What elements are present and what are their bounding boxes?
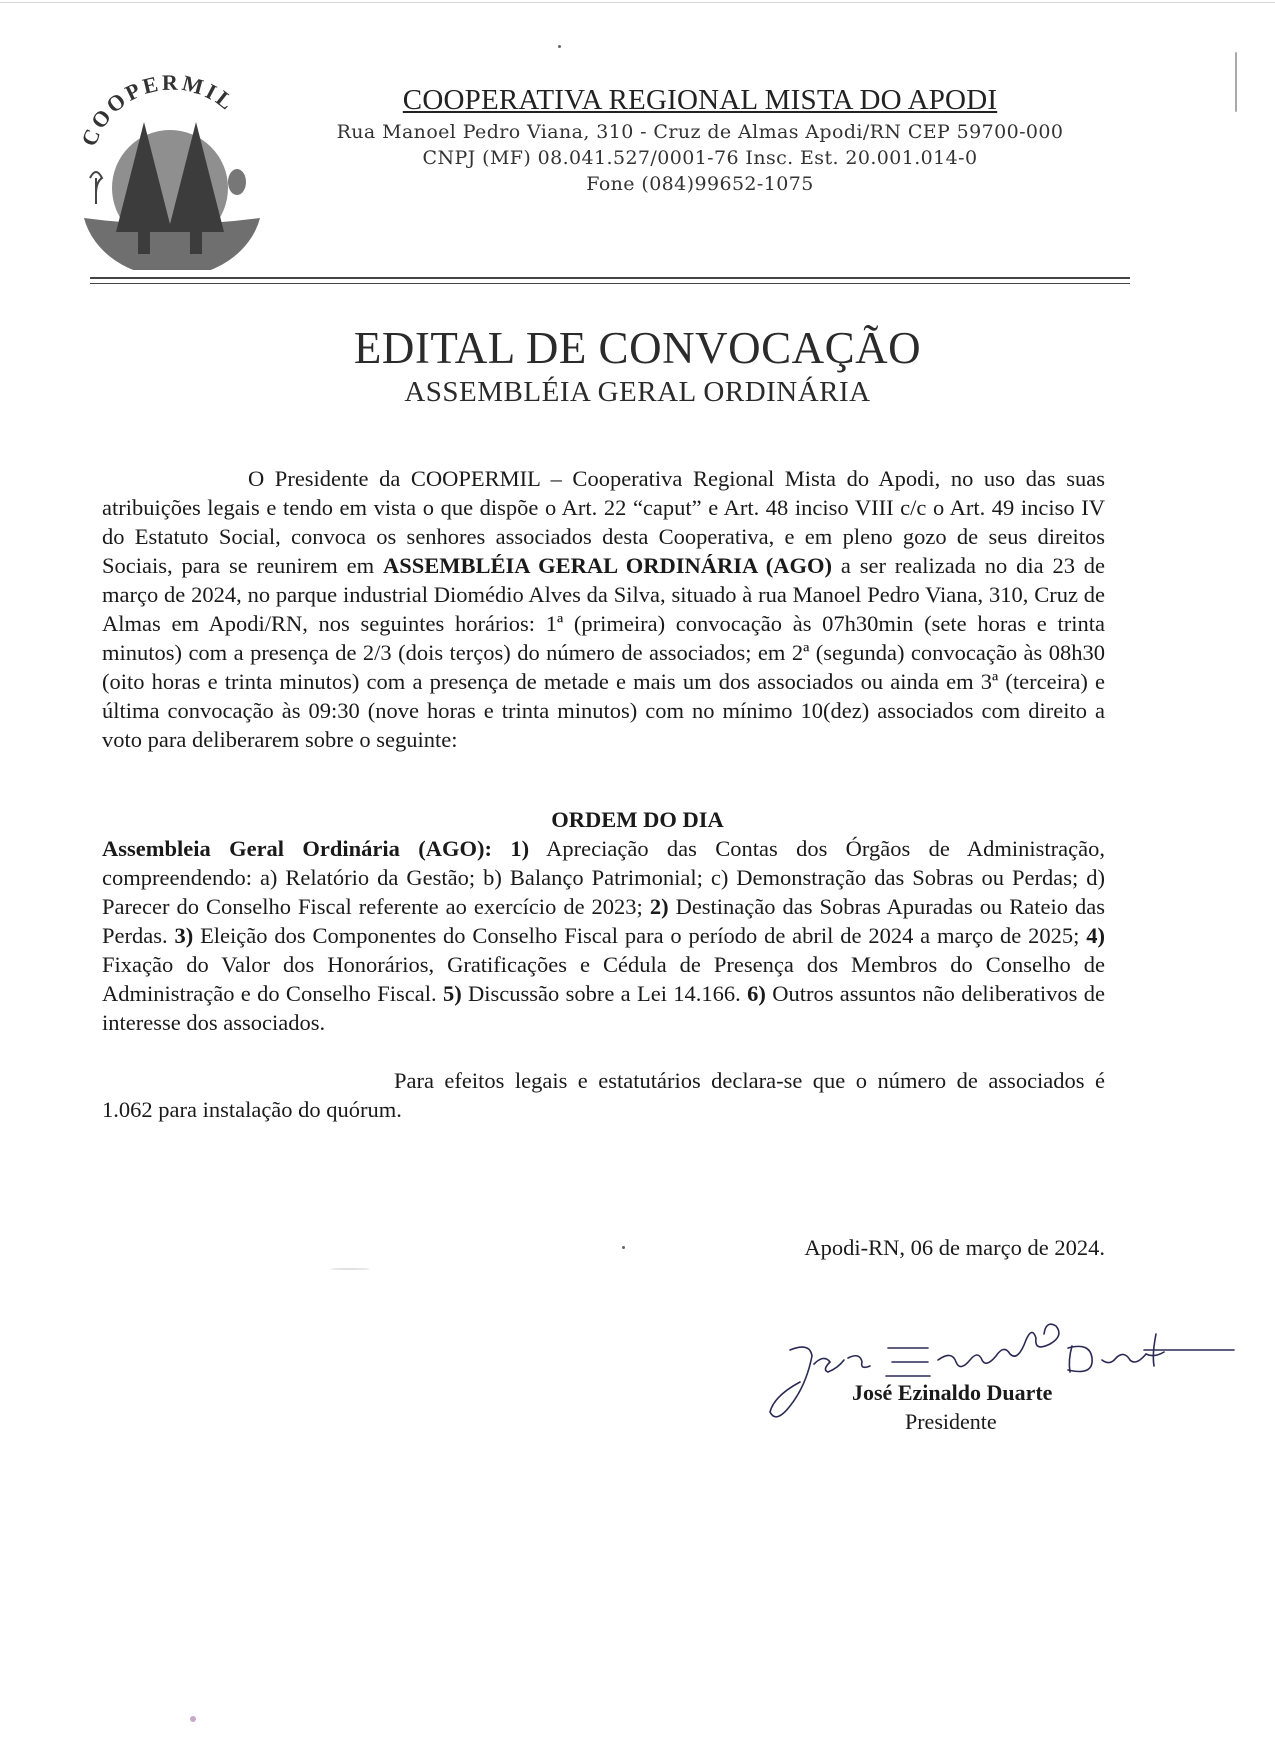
agenda-item-number: 2) [649, 894, 669, 919]
assembly-name: ASSEMBLÉIA GERAL ORDINÁRIA (AGO) [382, 553, 833, 578]
scan-speck [190, 1716, 196, 1722]
agenda-item-text: Destinação das Sobras Apuradas ou Rateio das Perdas. [102, 894, 1105, 948]
scan-speck [622, 1246, 625, 1249]
agenda-lead: Assembleia Geral Ordinária (AGO): [102, 836, 492, 861]
header-rule [90, 277, 1130, 279]
agenda-item-text: Outros assuntos não deliberativos de interesse dos associados. [102, 981, 1105, 1035]
coopermil-logo [72, 70, 272, 270]
agenda-item-number: 5) [442, 981, 462, 1006]
agenda-item-number: 3) [174, 923, 194, 948]
org-address: Rua Manoel Pedro Viana, 310 - Cruz de Almas Apodi/RN CEP 59700-000 [336, 121, 1064, 143]
signer-role: Presidente [905, 1409, 997, 1434]
agenda-item-text: Discussão sobre a Lei 14.166. [461, 981, 748, 1006]
agenda-item-number: 4) [1086, 923, 1105, 948]
agenda-item-number: 6) [747, 981, 766, 1006]
convocation-text-b: a ser realizada no dia 23 de março de 2024, no parque industrial Diomédio Alves da Silva, situado à rua Manoel Pedro Viana, 310, Cruz de Almas em Apodi/RN, nos seguintes horários: 1ª (primeira) convocação às 07h30min (sete horas e trinta minutos) com a presença de 2/3 (dois terços) do número de associados; em 2ª (segunda) convocação às 08h30 (oito horas e trinta minutos) com a presença de metade e mais um dos associados ou ainda em 3ª (terceira) e última convocação às 09:30 (nove horas e trinta minutos) com no mínimo 10(dez) associados com direito a voto para deliberarem sobre o seguinte: [102, 553, 1106, 752]
org-phone: Fone (084)99652-1075 [586, 173, 814, 195]
org-registration-ids: CNPJ (MF) 08.041.527/0001-76 Insc. Est. 20.001.014-0 [422, 147, 978, 169]
header-rule-thin [90, 283, 1130, 284]
agenda-item-text: Fixação do Valor dos Honorários, Gratificações e Cédula de Presença dos Membros do Conselho de Administração e do Conselho Fiscal. [102, 952, 1105, 1006]
convocation-text-a: O Presidente da COOPERMIL – Cooperativa Regional Mista do Apodi, no uso das suas atribuições legais e tendo em vista o que dispõe o Art. 22 “caput” e Art. 48 inciso VIII c/c o Art. 49 inciso IV do Estatuto Social, convoca os senhores associados desta Cooperativa, e em pleno gozo de seus direitos Sociais, para se reunirem em [102, 466, 1105, 578]
quorum-paragraph: Para efeitos legais e estatutários declara-se que o número de associados é 1.062 para instalação do quórum. [102, 1068, 1105, 1122]
document-subtitle: ASSEMBLÉIA GERAL ORDINÁRIA [404, 376, 871, 408]
agenda-item-text: Eleição dos Componentes do Conselho Fiscal para o período de abril de 2024 a março de 2025; [193, 923, 1087, 948]
document-title: EDITAL DE CONVOCAÇÃO [353, 323, 922, 373]
agenda-item-text: Apreciação das Contas dos Órgãos de Administração, compreendendo: a) Relatório da Gestão; b) Balanço Patrimonial; c) Demonstração das Sobras ou Perdas; d) Parecer do Conselho Fiscal referente ao exercício de 2023; [102, 836, 1106, 919]
agenda-title: ORDEM DO DIA [551, 807, 724, 832]
agenda-paragraph [102, 834, 1105, 1037]
convocation-paragraph [102, 464, 1105, 754]
org-name: COOPERATIVA REGIONAL MISTA DO APODI [402, 84, 998, 116]
scan-speck [558, 45, 561, 48]
scan-edge-line [0, 2, 1275, 3]
signer-name: José Ezinaldo Duarte [852, 1380, 1053, 1405]
scan-mark [1235, 52, 1237, 112]
place-date: Apodi-RN, 06 de março de 2024. [804, 1235, 1105, 1260]
scan-smudge [330, 1268, 370, 1270]
logo-text: COOPERMIL [76, 70, 241, 150]
agenda-item-number: 1) [510, 836, 530, 861]
